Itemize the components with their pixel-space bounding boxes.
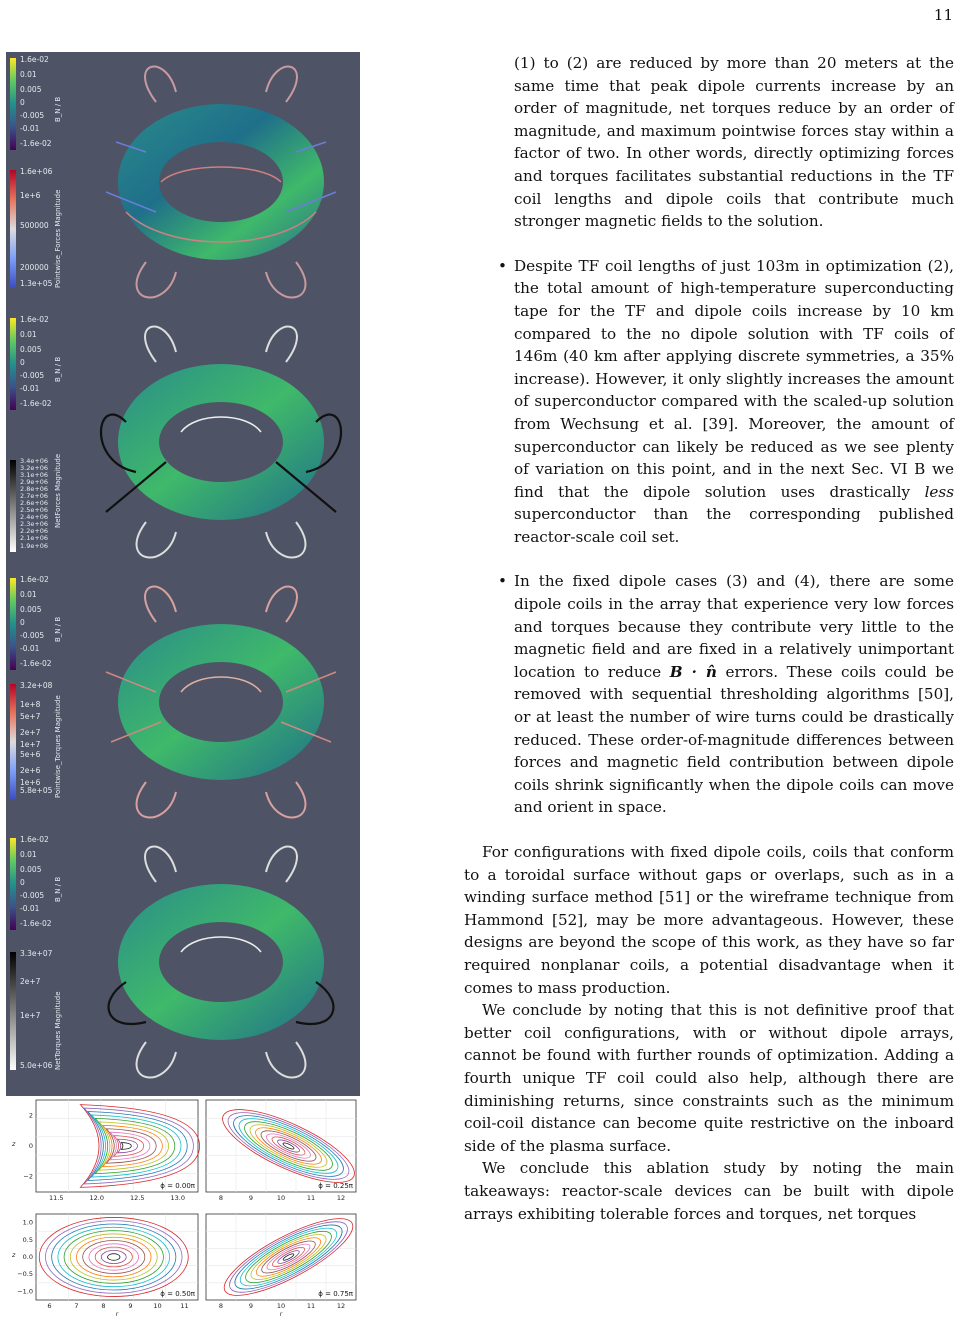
bullet-emphasis: less: [924, 482, 954, 501]
x-tick-label: 11: [306, 1194, 316, 1202]
poincare-subplot: [11, 1214, 198, 1318]
bn-colorbar: [10, 318, 16, 410]
bullet-text: In the fixed dipole cases (3) and (4), there are some dipole coils in the array that experience very low forces and torques because they contribute very little to the magnetic field and are fixed in a relatively unimportant location to reduce: [514, 572, 954, 681]
bn-colorbar-title: B_N / B: [54, 356, 62, 382]
y-tick-label: 2: [28, 1111, 33, 1120]
poincare-subplot: [206, 1096, 360, 1202]
force-colorbar: [10, 170, 16, 288]
figure-column: [6, 52, 360, 1318]
y-tick-label: −2: [23, 1172, 33, 1181]
x-tick-label: 11: [306, 1302, 316, 1310]
phi-label: ϕ = 0.25π: [318, 1182, 353, 1190]
x-tick-label: 12.0: [89, 1194, 104, 1202]
paragraph-fixed-configs: For configurations with fixed dipole coils, coils that conform to a toroidal surface without gaps or overlaps, such as in a winding surface method [51] or the wireframe technique from Hammond [52], may be more advantageous. However, these designs are beyond the scope of this work, as they have so far required nonplanar coils, a potential disadvantage when it comes to mass production.: [464, 843, 954, 997]
bullet-list: [464, 255, 954, 819]
x-tick-label: 12.5: [130, 1194, 145, 1202]
paragraph-takeaways: We conclude this ablation study by noting the main takeaways: reactor-scale devices can be built with dipole arrays exhibiting tolerable forces and torques, net torques: [464, 1159, 954, 1223]
torque-colorbar-ticks: 3.2e+08 1e+8 5e+7 2e+7 1e+7 5e+6 2e+6 1e+6 5.8e+05: [20, 681, 53, 795]
viz-panel-2: [6, 312, 360, 572]
plot-frame: [36, 1214, 198, 1300]
x-tick-label: 9: [128, 1302, 133, 1310]
y-tick-label: −0.5: [17, 1270, 33, 1279]
force-colorbar-ticks: 1.6e+06 1e+6 500000 200000 1.3e+05: [20, 167, 53, 288]
y-tick-label: 0.5: [22, 1235, 33, 1244]
x-tick-label: 12: [336, 1194, 346, 1202]
y-axis-label: z: [12, 1140, 16, 1148]
x-tick-label: 9: [248, 1194, 254, 1202]
bullet-marker: •: [498, 572, 507, 591]
viz-panel-1: [6, 52, 360, 312]
x-tick-label: 11: [180, 1302, 189, 1310]
page-number: 11: [933, 6, 953, 24]
x-tick-label: 7: [74, 1302, 79, 1310]
x-tick-label: 10: [276, 1194, 286, 1202]
torus-render: [86, 572, 356, 832]
x-tick-label: 6: [47, 1302, 52, 1310]
netforce-colorbar-ticks: 3.4e+06 3.2e+06 3.1e+06 2.9e+06 2.8e+06 2.7e+06 2.6e+06 2.5e+06 2.4e+06 2.3e+06 2.2e+06 2.1e+06 1.9e+06: [20, 457, 49, 550]
torque-colorbar-title: Pointwise_Torques Magnitude: [54, 695, 62, 798]
plot-frame: [36, 1100, 198, 1192]
x-tick-label: 13.0: [170, 1194, 185, 1202]
torque-colorbar: [10, 684, 16, 800]
x-tick-label: 12: [336, 1302, 346, 1310]
x-axis-label: r: [115, 1311, 119, 1318]
bullet-text-end: superconductor than the corresponding published reactor-scale coil set.: [514, 505, 954, 546]
viz-panel-4: [6, 832, 360, 1096]
bullet-marker: •: [498, 256, 507, 275]
poincare-plots: [6, 1096, 360, 1318]
bn-colorbar: [10, 838, 16, 930]
bn-colorbar: [10, 578, 16, 670]
x-tick-label: 10: [276, 1302, 286, 1310]
poincare-subplot: [206, 1205, 360, 1318]
x-tick-label: 10: [153, 1302, 162, 1310]
paragraph-conclusion: We conclude by noting that this is not definitive proof that better coil configurations, with or without dipole arrays, cannot be found with further rounds of optimization. Adding a fourth unique TF coil could also help, although there are diminishing returns, since constraints such as the minimum coil-coil distance can become quite restrictive on the inboard side of the plasma surface.: [464, 1001, 954, 1155]
x-tick-label: 9: [248, 1302, 254, 1310]
torus-render: [86, 312, 356, 572]
bn-colorbar-title: B_N / B: [54, 616, 62, 642]
bullet-text-end: errors. These coils could be removed with sequential thresholding algorithms [50], or at least the number of wire turns could be drastically reduced. These order-of-magnitude differences between forces and magnetic field contribution between dipole coils shrink significantly when the dipole coils can move and orient in space.: [514, 662, 954, 817]
phi-label: ϕ = 0.75π: [318, 1290, 353, 1298]
netforce-colorbar: [10, 460, 16, 552]
bn-colorbar-ticks: 1.6e-02 0.01 0.005 0 -0.005 -0.01 -1.6e-02: [20, 55, 52, 148]
poincare-subplot: [11, 1100, 200, 1202]
phi-label: ϕ = 0.50π: [160, 1290, 195, 1298]
y-tick-label: 1.0: [22, 1218, 33, 1227]
bn-colorbar-title: B_N / B: [54, 96, 62, 122]
paragraph-continued: (1) to (2) are reduced by more than 20 meters at the same time that peak dipole currents increase by an order of magnitude, net torques reduce by an order of magnitude, and maximum pointwise forces stay within a factor of two. In other words, directly optimizing forces and torques facilitates substantial reductions in the TF coil lengths and dipole coils that contribute much stronger magnetic fields to the solution.: [514, 54, 954, 231]
bullet-item-superconductor: [464, 255, 954, 549]
bullet-text: Despite TF coil lengths of just 103m in optimization (2), the total amount of high-temperature superconducting tape for the TF and dipole coils increase by 10 km compared to the no dipole solution with TF coils of 146m (40 km after applying discrete symmetries, a 35% increase). However, it only slightly increases the amount of superconductor compared with the scaled-up solution from Wechsung et al. [39]. Moreover, the amount of superconductor can likely be reduced as we see plenty of variation on this point, and in the next Sec. VI B we find that the dipole solution uses drastically: [514, 256, 954, 501]
nettorque-colorbar-ticks: 3.3e+07 2e+7 1e+7 5.0e+06: [20, 949, 53, 1070]
y-axis-label: z: [12, 1251, 16, 1259]
plot-frame: [206, 1214, 356, 1300]
x-tick-label: 11.5: [49, 1194, 64, 1202]
force-colorbar-title: Pointwise_Forces Magnitude: [54, 189, 62, 288]
x-tick-label: 8: [218, 1302, 224, 1310]
y-tick-label: 0.0: [22, 1253, 33, 1261]
phi-label: ϕ = 0.00π: [160, 1182, 195, 1190]
bn-colorbar-ticks: 1.6e-02 0.01 0.005 0 -0.005 -0.01 -1.6e-02: [20, 575, 52, 668]
x-tick-label: 8: [101, 1302, 106, 1310]
poincare-svg: [6, 1096, 360, 1318]
netforce-colorbar-title: NetForces Magnitude: [54, 453, 62, 528]
nettorque-colorbar-title: NetTorques Magnitude: [54, 991, 62, 1070]
bn-colorbar-ticks: 1.6e-02 0.01 0.005 0 -0.005 -0.01 -1.6e-02: [20, 315, 52, 408]
x-tick-label: 8: [218, 1194, 224, 1202]
text-column: [464, 52, 954, 1225]
bn-colorbar-ticks: 1.6e-02 0.01 0.005 0 -0.005 -0.01 -1.6e-02: [20, 835, 52, 928]
torus-render: [86, 832, 356, 1096]
bn-colorbar: [10, 58, 16, 150]
bullet-item-fixed-dipole: [464, 570, 954, 819]
torus-render: [86, 52, 356, 312]
nettorque-colorbar: [10, 952, 16, 1070]
math-bn: B · n̂: [669, 662, 717, 681]
bn-colorbar-title: B_N / B: [54, 876, 62, 902]
y-tick-label: −1.0: [17, 1287, 33, 1296]
x-axis-label: r: [279, 1311, 283, 1318]
viz-panel-3: [6, 572, 360, 832]
y-tick-label: 0: [28, 1142, 33, 1150]
